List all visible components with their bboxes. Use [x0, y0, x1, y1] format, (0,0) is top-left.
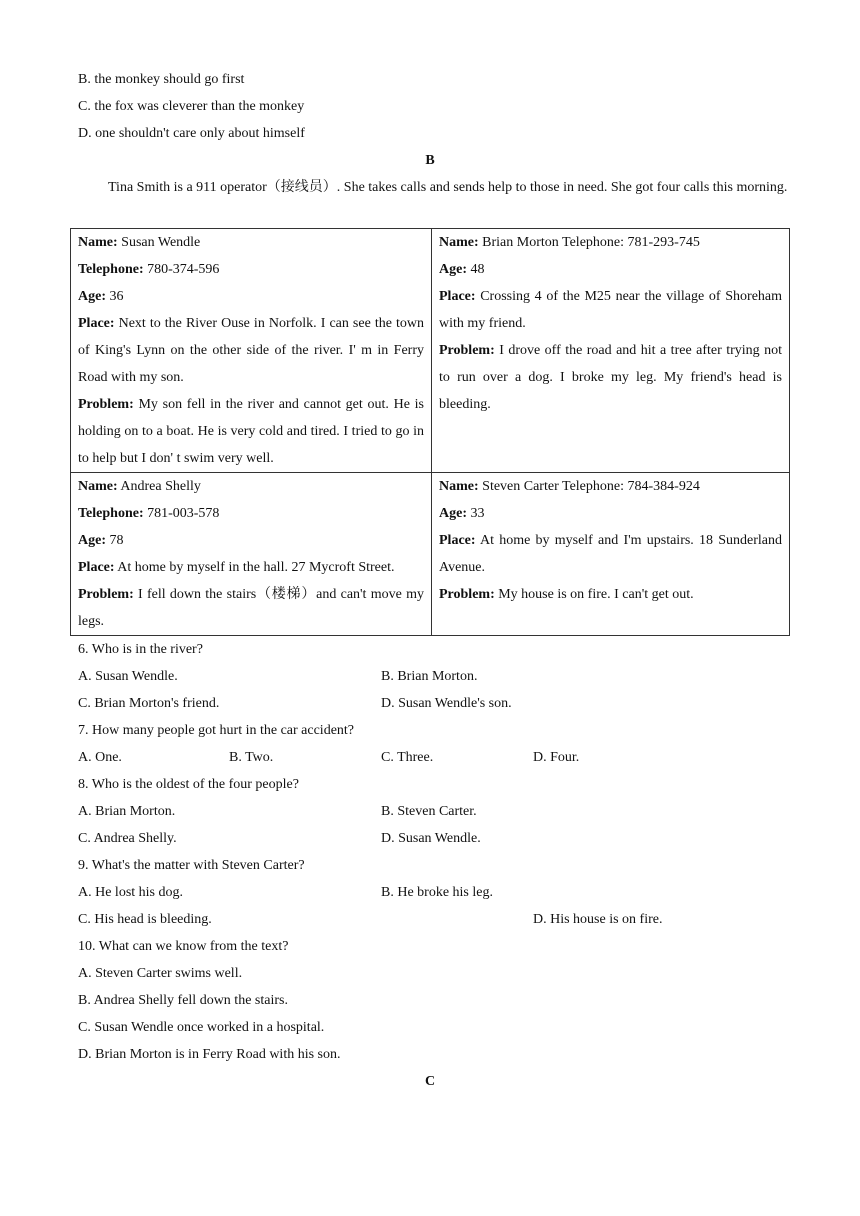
question-9-stem: 9. What's the matter with Steven Carter? — [78, 858, 305, 873]
question-7-option-a: A. One. — [78, 750, 122, 765]
question-6-stem: 6. Who is in the river? — [78, 642, 203, 657]
telephone-field: Telephone: 780-374-596 — [78, 262, 220, 277]
question-7-option-b: B. Two. — [229, 750, 274, 765]
problem-field: Problem: I drove off the road and hit a tree after trying not to run over a dog. I broke my leg. My friend's head is bleeding. — [439, 343, 783, 412]
calls-table — [70, 228, 790, 636]
call-card-susan — [71, 229, 432, 473]
call-card-steven — [432, 473, 790, 636]
question-6-option-b: B. Brian Morton. — [381, 669, 478, 684]
place-field: Place: At home by myself and I'm upstairs. 18 Sunderland Avenue. — [439, 533, 783, 575]
question-10-option-b: B. Andrea Shelly fell down the stairs. — [78, 993, 288, 1008]
question-6-option-c: C. Brian Morton's friend. — [78, 696, 220, 711]
age-field: Age: 36 — [78, 289, 124, 304]
question-8-option-d: D. Susan Wendle. — [381, 831, 481, 846]
question-7-option-d: D. Four. — [533, 750, 580, 765]
question-9-option-d: D. His house is on fire. — [533, 912, 663, 927]
question-7-stem: 7. How many people got hurt in the car accident? — [78, 723, 355, 738]
section-b-intro: Tina Smith is a 911 operator（接线员）. She takes calls and sends help to those in need. She got four calls this morning. — [108, 180, 788, 195]
question-8-option-b: B. Steven Carter. — [381, 804, 477, 819]
place-field: Place: Crossing 4 of the M25 near the village of Shoreham with my friend. — [439, 289, 783, 331]
question-6-option-d: D. Susan Wendle's son. — [381, 696, 512, 711]
question-10-stem: 10. What can we know from the text? — [78, 939, 289, 954]
problem-field: Problem: My house is on fire. I can't get out. — [439, 587, 694, 602]
question-9-option-a: A. He lost his dog. — [78, 885, 183, 900]
question-9-option-b: B. He broke his leg. — [381, 885, 493, 900]
question-10-option-a: A. Steven Carter swims well. — [78, 966, 243, 981]
call-card-brian — [432, 229, 790, 473]
prev-option-b: B. the monkey should go first — [78, 72, 245, 87]
question-6-option-a: A. Susan Wendle. — [78, 669, 178, 684]
section-b-heading: B — [425, 153, 435, 168]
name-field: Name: Susan Wendle — [78, 235, 201, 250]
question-10-option-c: C. Susan Wendle once worked in a hospital. — [78, 1020, 325, 1035]
place-field: Place: At home by myself in the hall. 27 Mycroft Street. — [78, 560, 395, 575]
question-10-option-d: D. Brian Morton is in Ferry Road with his son. — [78, 1047, 341, 1062]
call-card-andrea — [71, 473, 432, 636]
problem-field: Problem: I fell down the stairs（楼梯）and can't move my legs. — [78, 587, 424, 629]
question-8-option-c: C. Andrea Shelly. — [78, 831, 177, 846]
question-8-option-a: A. Brian Morton. — [78, 804, 176, 819]
name-telephone-field: Name: Steven Carter Telephone: 784-384-924 — [439, 479, 700, 494]
section-c-heading: C — [424, 1074, 436, 1089]
question-7-option-c: C. Three. — [381, 750, 434, 765]
age-field: Age: 48 — [439, 262, 485, 277]
question-8-stem: 8. Who is the oldest of the four people? — [78, 777, 299, 792]
age-field: Age: 33 — [439, 506, 485, 521]
problem-field: Problem: My son fell in the river and cannot get out. He is holding on to a boat. He is very cold and tired. I tried to go in to help but I don' t swim very well. — [78, 397, 424, 466]
prev-option-c: C. the fox was cleverer than the monkey — [78, 99, 305, 114]
name-field: Name: Andrea Shelly — [78, 479, 201, 494]
place-field: Place: Next to the River Ouse in Norfolk. I can see the town of King's Lynn on the other side of the river. I' m in Ferry Road with my son. — [78, 316, 425, 385]
telephone-field: Telephone: 781-003-578 — [78, 506, 220, 521]
name-telephone-field: Name: Brian Morton Telephone: 781-293-745 — [439, 235, 700, 250]
age-field: Age: 78 — [78, 533, 124, 548]
prev-option-d: D. one shouldn't care only about himself — [78, 126, 305, 141]
question-9-option-c: C. His head is bleeding. — [78, 912, 212, 927]
